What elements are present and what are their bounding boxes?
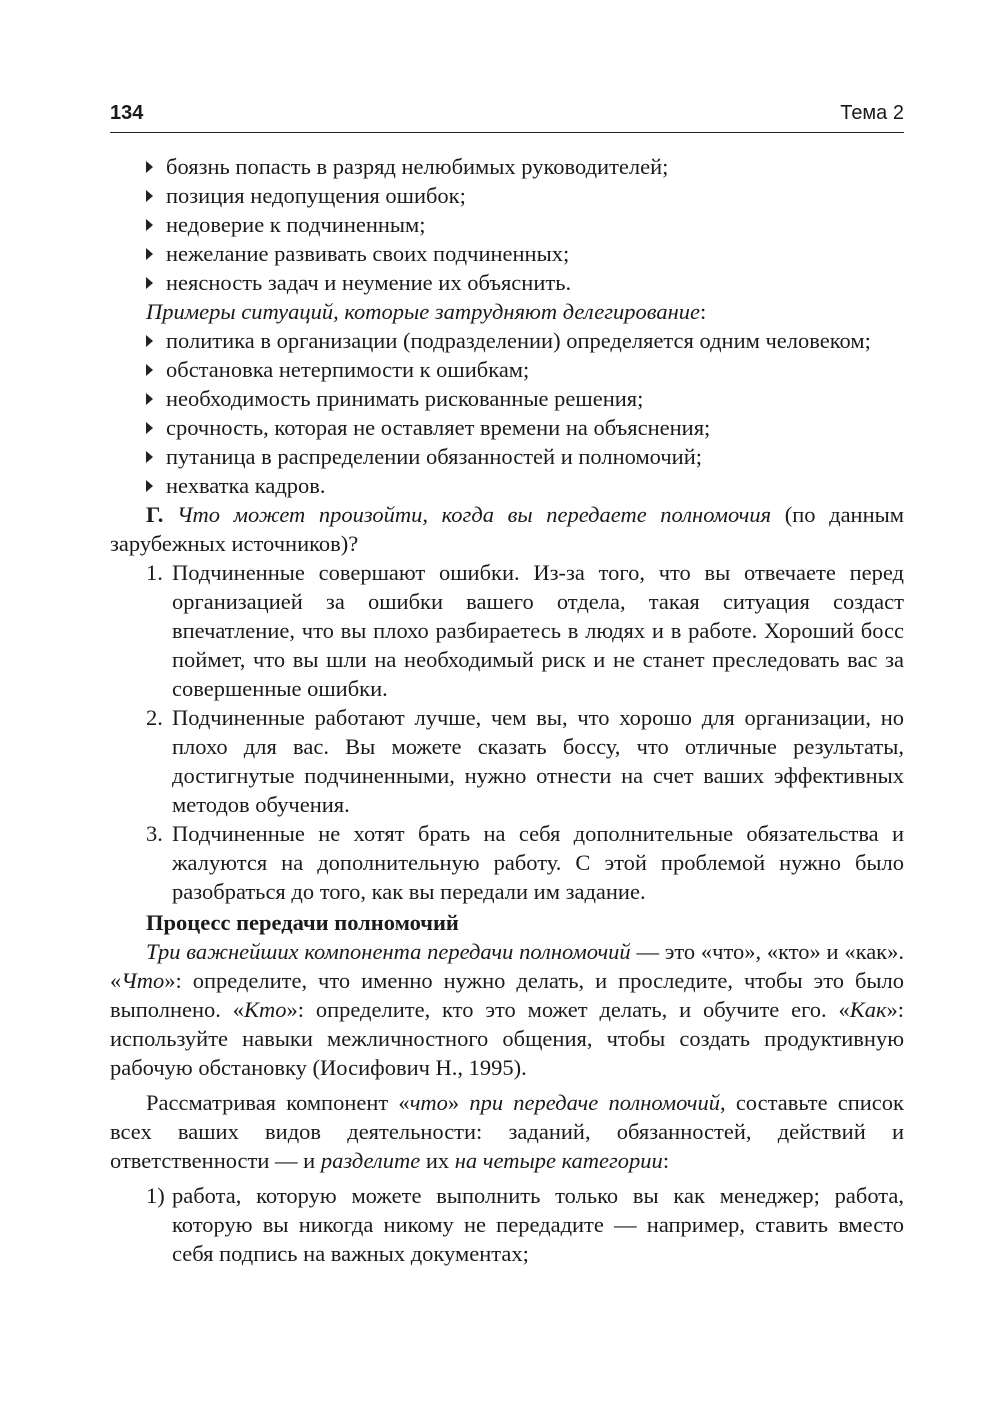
bullet-arrow-icon	[146, 190, 153, 202]
bullet-arrow-icon	[146, 480, 153, 492]
list-item: срочность, которая не оставляет времени на объяснения;	[110, 413, 904, 442]
list-item: боязнь попасть в разряд нелюбимых руководителей;	[110, 152, 904, 181]
list-item: необходимость принимать рискованные решения;	[110, 384, 904, 413]
section-title: Тема 2	[840, 102, 904, 124]
bullet-arrow-icon	[146, 219, 153, 231]
page-number: 134	[110, 102, 144, 124]
consider-paragraph: Рассматривая компонент «что» при передаче полномочий, составьте список всех ваших видов деятельности: заданий, обязанностей, действий и ответственности — и разделите их на четыре категории:	[110, 1090, 904, 1173]
bullet-arrow-icon	[146, 277, 153, 289]
list-item: обстановка нетерпимости к ошибкам;	[110, 355, 904, 384]
bullet-arrow-icon	[146, 248, 153, 260]
section-heading: Процесс передачи полномочий	[146, 910, 459, 935]
list-item: неясность задач и неумение их объяснить.	[110, 268, 904, 297]
list-item: 1) работа, которую можете выполнить только вы как менеджер; работа, которую вы никогда никому не передадите — например, ставить вместо себя подпись на важных документах;	[146, 1183, 904, 1266]
list-item: 2. Подчиненные работают лучше, чем вы, что хорошо для организации, но плохо для вас. Вы можете сказать боссу, что отличные результаты, достигнутые подчиненными, нужно отнести на счет ваших эффективных методов обучения.	[146, 705, 904, 817]
consequences-list	[110, 558, 904, 906]
bullet-arrow-icon	[146, 422, 153, 434]
list-item: недоверие к подчиненным;	[110, 210, 904, 239]
page-header	[110, 100, 904, 133]
bullet-arrow-icon	[146, 451, 153, 463]
list-item: 1. Подчиненные совершают ошибки. Из-за того, что вы отвечаете перед организацией за ошибки вашего отдела, такая ситуация создаст впечатление, что вы плохо разбираетесь в людях и в работе. Хороший босс поймет, что вы шли на необходимый риск и не станет преследовать вас за совершенные ошибки.	[146, 560, 904, 701]
page-body	[110, 152, 904, 1268]
bullet-arrow-icon	[146, 335, 153, 347]
bullet-arrow-icon	[146, 393, 153, 405]
categories-list	[110, 1181, 904, 1268]
bullet-arrow-icon	[146, 161, 153, 173]
list-item: нехватка кадров.	[110, 471, 904, 500]
list-item: 3. Подчиненные не хотят брать на себя дополнительные обязательства и жалуются на дополнительную работу. С этой проблемой нужно было разобраться до того, как вы передали им задание.	[146, 821, 904, 904]
reasons-list	[110, 152, 904, 297]
bullet-arrow-icon	[146, 364, 153, 376]
list-item: позиция недопущения ошибок;	[110, 181, 904, 210]
process-paragraph: Три важнейших компонента передачи полномочий — это «что», «кто» и «как». «Что»: определите, что именно нужно делать, и проследите, чтобы это было выполнено. «Кто»: определите, кто это может делать, и обучите его. «Как»: используйте навыки межличностного общения, чтобы создать продуктивную рабочую обстановку (Иосифович Н., 1995).	[110, 939, 904, 1080]
list-item: политика в организации (подразделении) определяется одним человеком;	[110, 326, 904, 355]
question-paragraph: Г. Что может произойти, когда вы передаете полномочия (по данным зарубежных источников)?	[110, 502, 904, 556]
situations-heading: Примеры ситуаций, которые затрудняют делегирование:	[146, 299, 707, 324]
list-item: путаница в распределении обязанностей и полномочий;	[110, 442, 904, 471]
list-item: нежелание развивать своих подчиненных;	[110, 239, 904, 268]
situations-list	[110, 326, 904, 500]
